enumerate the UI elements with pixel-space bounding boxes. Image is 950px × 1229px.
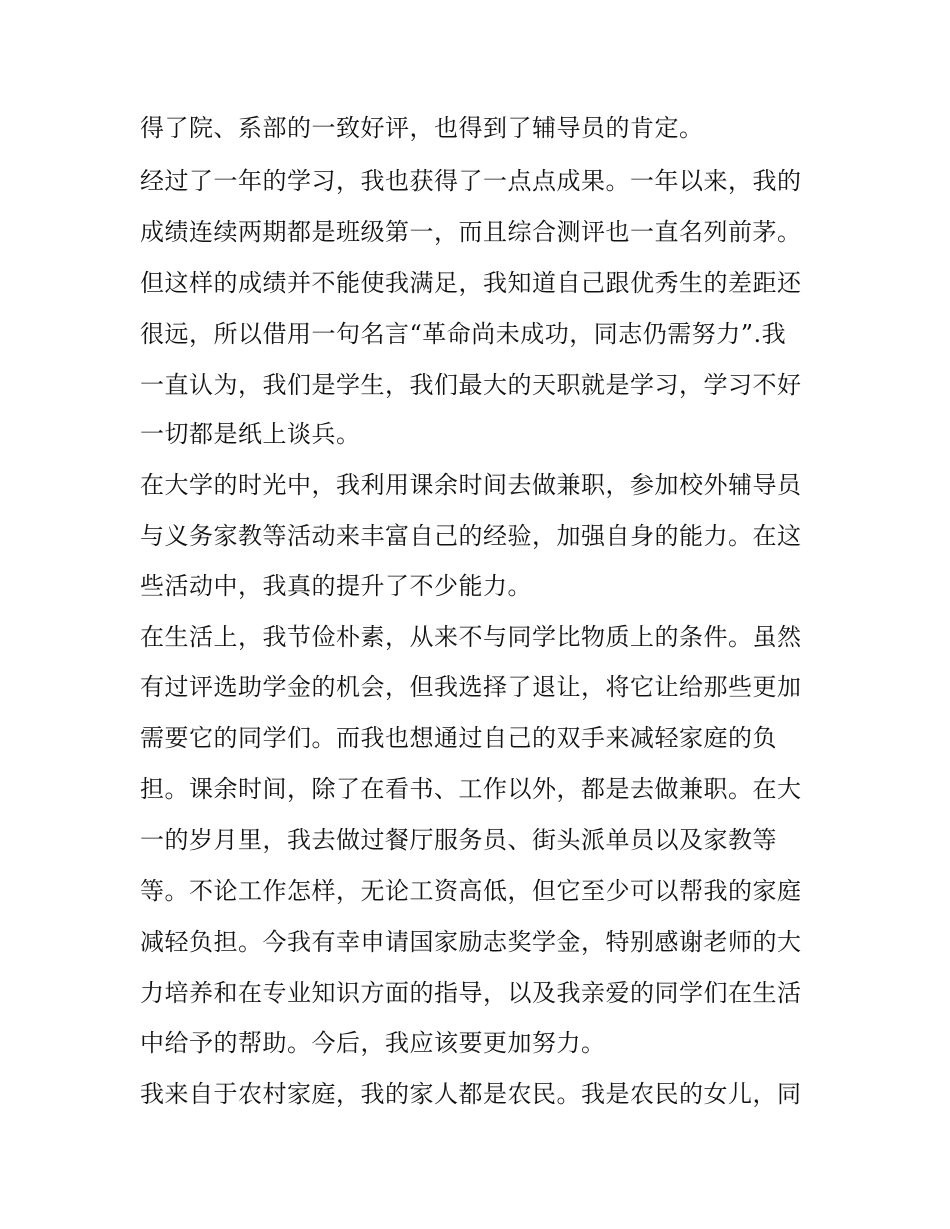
text-line-5: 很远，所以借用一句名言“革命尚未成功，同志仍需努力”.我 xyxy=(140,320,787,348)
text-line-11: 在生活上，我节俭朴素，从来不与同学比物质上的条件。虽然 xyxy=(140,623,802,651)
text-line-2: 经过了一年的学习，我也获得了一点点成果。一年以来，我的 xyxy=(140,167,802,195)
text-line-16: 等。不论工作怎样，无论工资高低，但它至少可以帮我的家庭 xyxy=(140,877,802,905)
text-line-4: 但这样的成绩并不能使我满足，我知道自己跟优秀生的差距还 xyxy=(140,269,802,297)
text-line-6: 一直认为，我们是学生，我们最大的天职就是学习，学习不好 xyxy=(140,371,802,399)
text-line-14: 担。课余时间，除了在看书、工作以外，都是去做兼职。在大 xyxy=(140,775,802,803)
text-line-17: 减轻负担。今我有幸申请国家励志奖学金，特别感谢老师的大 xyxy=(140,928,802,956)
text-line-10: 些活动中，我真的提升了不少能力。 xyxy=(140,572,532,600)
text-line-20: 我来自于农村家庭，我的家人都是农民。我是农民的女儿，同 xyxy=(140,1080,802,1108)
text-line-13: 需要它的同学们。而我也想通过自己的双手来减轻家庭的负 xyxy=(140,724,777,752)
text-line-7: 一切都是纸上谈兵。 xyxy=(140,420,361,448)
text-line-19: 中给予的帮助。今后，我应该要更加努力。 xyxy=(140,1029,606,1057)
text-line-3: 成绩连续两期都是班级第一，而且综合测评也一直名列前茅。 xyxy=(140,218,802,246)
text-line-18: 力培养和在专业知识方面的指导，以及我亲爱的同学们在生活 xyxy=(140,979,802,1007)
text-line-1: 得了院、系部的一致好评，也得到了辅导员的肯定。 xyxy=(140,114,704,142)
text-line-9: 与义务家教等活动来丰富自己的经验，加强自身的能力。在这 xyxy=(140,522,802,550)
text-line-8: 在大学的时光中，我利用课余时间去做兼职，参加校外辅导员 xyxy=(140,471,802,499)
text-line-15: 一的岁月里，我去做过餐厅服务员、街头派单员以及家教等 xyxy=(140,826,777,854)
text-line-12: 有过评选助学金的机会，但我选择了退让，将它让给那些更加 xyxy=(140,673,802,701)
